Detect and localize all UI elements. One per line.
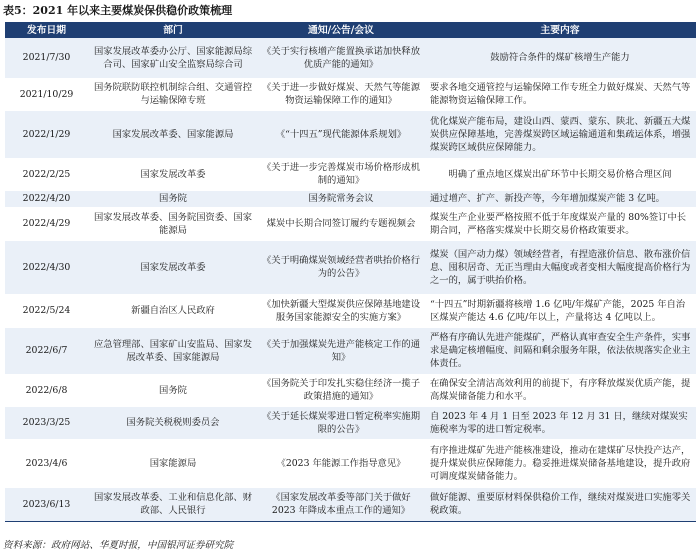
table-row <box>5 374 696 406</box>
header-department: 部门 <box>88 22 258 38</box>
cell-date: 2023/6/13 <box>5 487 88 521</box>
header-notice: 通知/公告/会议 <box>258 22 424 38</box>
cell-notice: 国务院常务会议 <box>258 190 424 207</box>
table-row <box>5 110 696 158</box>
cell-content: 煤炭（国产动力煤）领域经营者，有捏造涨价信息、散布涨价信息、囤积居奇、无正当理由大幅度或者变相大幅度提高价格行为之一的，属于哄抬价格。 <box>424 240 696 294</box>
cell-department: 国务院关税税则委员会 <box>88 406 258 439</box>
cell-content: 要求各地交通管控与运输保障工作专班全力做好煤炭、天然气等能源物资运输保障工作。 <box>424 78 696 110</box>
cell-department: 国家发展改革委、国家能源局 <box>88 110 258 158</box>
table-row <box>5 406 696 439</box>
table-row <box>5 294 696 327</box>
cell-department: 国家发展改革委、工业和信息化部、财政部、人民银行 <box>88 487 258 521</box>
cell-date: 2021/7/30 <box>5 38 88 78</box>
cell-notice: 《关于明确煤炭领域经营者哄抬价格行为的公告》 <box>258 240 424 294</box>
cell-department: 新疆自治区人民政府 <box>88 294 258 327</box>
cell-department: 国务院 <box>88 374 258 406</box>
cell-notice: 《加快新疆大型煤炭供应保障基地建设服务国家能源安全的实施方案》 <box>258 294 424 327</box>
cell-notice: 《关于加强煤炭先进产能核定工作的通知》 <box>258 327 424 374</box>
cell-notice: 《关于实行核增产能置换承诺加快释放优质产能的通知》 <box>258 38 424 78</box>
cell-content: 有序推进煤矿先进产能核准建设，推动在建煤矿尽快投产达产，提升煤炭供应保障能力。稳妥推进煤炭储备基地建设，提升政府可调度煤炭储备能力。 <box>424 439 696 487</box>
cell-department: 国家能源局 <box>88 439 258 487</box>
cell-department: 应急管理部、国家矿山安监局、国家发展改革委、国家能源局 <box>88 327 258 374</box>
table-row <box>5 38 696 78</box>
table-title: 表5：2021 年以来主要煤炭保供稳价政策梳理 <box>3 4 233 17</box>
table-row <box>5 190 696 207</box>
cell-content: 通过增产、扩产、新投产等，今年增加煤炭产能 3 亿吨。 <box>424 190 696 207</box>
cell-content: 自 2023 年 4 月 1 日至 2023 年 12 月 31 日，继续对煤炭实施税率为零的进口暂定税率。 <box>424 406 696 439</box>
cell-date: 2022/2/25 <box>5 158 88 190</box>
cell-date: 2023/4/6 <box>5 439 88 487</box>
table-row <box>5 439 696 487</box>
cell-date: 2022/6/8 <box>5 374 88 406</box>
cell-date: 2022/4/30 <box>5 240 88 294</box>
source-note: 资料来源：政府网站、华夏时报，中国银河证券研究院 <box>3 540 234 551</box>
cell-department: 国务院 <box>88 190 258 207</box>
cell-date: 2023/3/25 <box>5 406 88 439</box>
cell-content: 明确了重点地区煤炭出矿环节中长期交易价格合理区间 <box>424 158 696 190</box>
table-header-row <box>5 22 696 38</box>
cell-notice: 《关于延长煤炭零进口暂定税率实施期限的公告》 <box>258 406 424 439</box>
table-row <box>5 240 696 294</box>
cell-department: 国家发展改革委办公厅、国家能源局综合司、国家矿山安全监察局综合司 <box>88 38 258 78</box>
cell-content: 煤炭生产企业要严格按照不低于年度煤炭产量的 80%签订中长期合同，严格落实煤炭中长期交易价格政策要求。 <box>424 207 696 240</box>
cell-notice: 《2023 年能源工作指导意见》 <box>258 439 424 487</box>
cell-content: 严格有序确认先进产能煤矿，严格认真审查安全生产条件，实事求是确定核增幅度、间隔和剩余服务年限，依法依规落实企业主体责任。 <box>424 327 696 374</box>
cell-content: 优化煤炭产能布局，建设山西、蒙西、蒙东、陕北、新疆五大煤炭供应保障基地，完善煤炭跨区域运输通道和集疏运体系，增强煤炭跨区域供应保障能力。 <box>424 110 696 158</box>
cell-date: 2022/5/24 <box>5 294 88 327</box>
cell-content: 在确保安全清洁高效利用的前提下，有序释放煤炭优质产能，提高煤炭储备能力和水平。 <box>424 374 696 406</box>
table-row <box>5 158 696 190</box>
cell-content: “十四五”时期新疆将核增 1.6 亿吨/年煤矿产能，2025 年自治区煤炭产能达 4.6 亿吨/年以上，产量将达 4 亿吨以上。 <box>424 294 696 327</box>
cell-notice: 《“十四五”现代能源体系规划》 <box>258 110 424 158</box>
cell-date: 2022/4/20 <box>5 190 88 207</box>
header-content: 主要内容 <box>424 22 696 38</box>
header-date: 发布日期 <box>5 22 88 38</box>
cell-notice: 煤炭中长期合同签订履约专题视频会 <box>258 207 424 240</box>
table-row <box>5 207 696 240</box>
cell-notice: 《关于进一步完善煤炭市场价格形成机制的通知》 <box>258 158 424 190</box>
cell-notice: 《国家发展改革委等部门关于做好 2023 年降成本重点工作的通知》 <box>258 487 424 521</box>
cell-department: 国务院联防联控机制综合组、交通管控与运输保障专班 <box>88 78 258 110</box>
cell-content: 鼓励符合条件的煤矿核增生产能力 <box>424 38 696 78</box>
cell-date: 2022/4/29 <box>5 207 88 240</box>
table-row <box>5 487 696 521</box>
table-row <box>5 78 696 110</box>
cell-department: 国家发展改革委 <box>88 240 258 294</box>
cell-date: 2021/10/29 <box>5 78 88 110</box>
policy-table <box>5 22 696 522</box>
table-row <box>5 327 696 374</box>
cell-date: 2022/6/7 <box>5 327 88 374</box>
cell-notice: 《国务院关于印发扎实稳住经济一揽子政策措施的通知》 <box>258 374 424 406</box>
cell-date: 2022/1/29 <box>5 110 88 158</box>
cell-content: 做好能源、重要原材料保供稳价工作，继续对煤炭进口实施零关税政策。 <box>424 487 696 521</box>
cell-notice: 《关于进一步做好煤炭、天然气等能源物资运输保障工作的通知》 <box>258 78 424 110</box>
cell-department: 国家发展改革委、国务院国资委、国家能源局 <box>88 207 258 240</box>
cell-department: 国家发展改革委 <box>88 158 258 190</box>
